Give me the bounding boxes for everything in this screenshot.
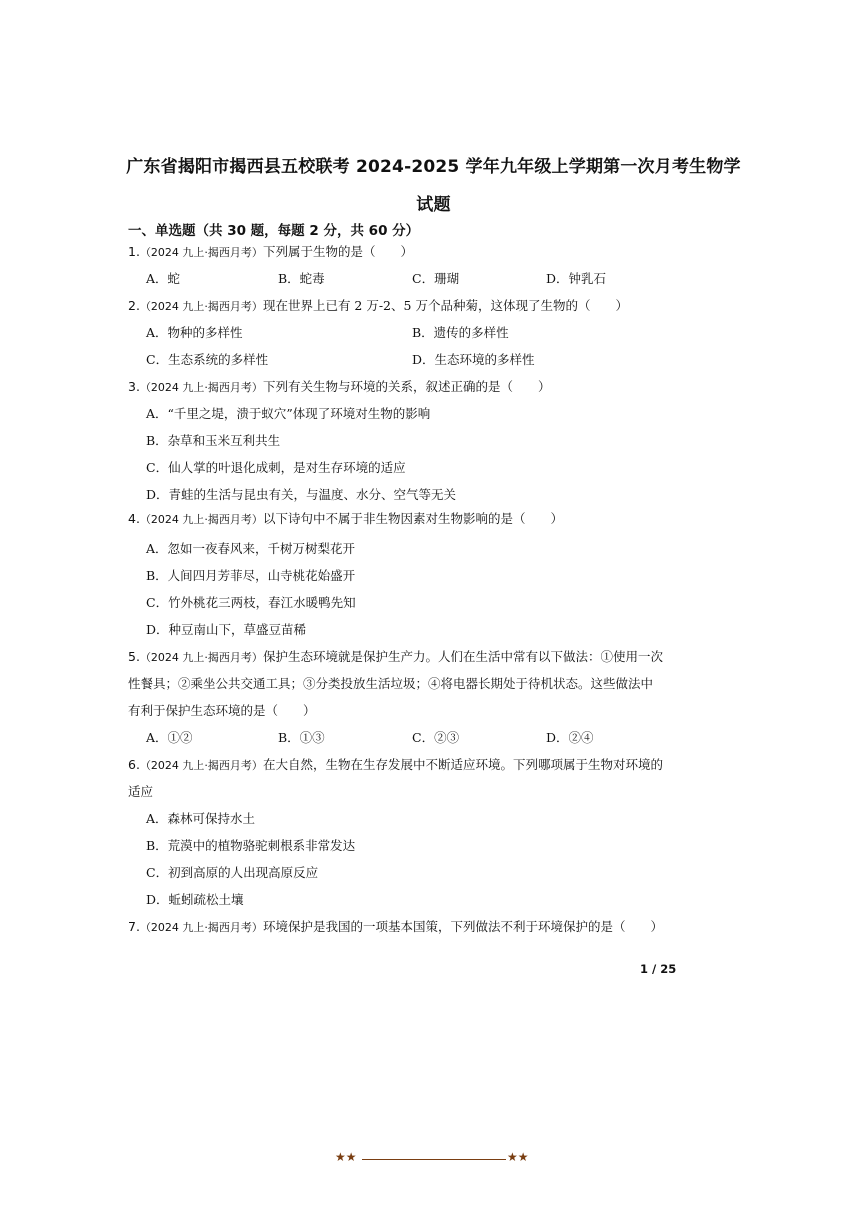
question-source: （2024 九上·揭西月考）	[139, 651, 263, 664]
question-3	[128, 377, 550, 395]
question-text: 环境保护是我国的一项基本国策，下列做法不利于环境保护的是（ ）	[262, 919, 663, 934]
star-icon: ★★	[335, 1150, 357, 1164]
option-c: C．②③	[412, 730, 460, 745]
document-title-line2: 试题	[416, 195, 451, 215]
question-number: 2.	[128, 298, 140, 313]
question-text: 现在世界上已有 2 万-2、5 万个品种菊，这体现了生物的（ ）	[262, 298, 628, 313]
footer-ornament	[335, 1150, 535, 1170]
question-text: 下列属于生物的是（ ）	[262, 244, 413, 259]
option-a: A．森林可保持水土	[146, 811, 256, 826]
option-c: C．仙人掌的叶退化成刺，是对生存环境的适应	[146, 460, 406, 475]
option-b: B．遗传的多样性	[412, 325, 509, 340]
question-source: （2024 九上·揭西月考）	[139, 759, 263, 772]
question-number: 6.	[128, 757, 140, 772]
question-source: （2024 九上·揭西月考）	[139, 300, 263, 313]
option-a: A．①②	[146, 730, 193, 745]
question-6	[128, 755, 663, 773]
question-source: （2024 九上·揭西月考）	[139, 921, 263, 934]
option-d: D．钟乳石	[546, 271, 607, 286]
option-b: B．人间四月芳菲尽，山寺桃花始盛开	[146, 568, 356, 583]
option-a: A．蛇	[146, 271, 181, 286]
star-icon: ★★	[507, 1150, 529, 1164]
option-c: C．生态系统的多样性	[146, 352, 269, 367]
question-text: 下列有关生物与环境的关系，叙述正确的是（ ）	[262, 379, 551, 394]
page-number: 1 / 25	[640, 962, 677, 976]
option-b: B．蛇毒	[278, 271, 325, 286]
question-text: 以下诗句中不属于非生物因素对生物影响的是（ ）	[262, 511, 563, 526]
option-d: D．青蛙的生活与昆虫有关，与温度、水分、空气等无关	[146, 487, 457, 502]
option-d: D．种豆南山下，草盛豆苗稀	[146, 622, 307, 637]
question-text-continued: 适应	[128, 784, 154, 799]
option-d: D．生态环境的多样性	[412, 352, 535, 367]
question-text: 在大自然，生物在生存发展中不断适应环境。下列哪项属于生物对环境的	[262, 757, 663, 772]
option-b: B．荒漠中的植物骆驼刺根系非常发达	[146, 838, 356, 853]
option-a: A．忽如一夜春风来，千树万树梨花开	[146, 541, 356, 556]
question-text-continued: 性餐具；②乘坐公共交通工具；③分类投放生活垃圾；④将电器长期处于待机状态。这些做法中	[128, 676, 654, 691]
option-c: C．竹外桃花三两枝，春江水暖鸭先知	[146, 595, 356, 610]
question-number: 7.	[128, 919, 140, 934]
question-4	[128, 509, 563, 527]
option-a: A．“千里之堤，溃于蚁穴”体现了环境对生物的影响	[146, 406, 431, 421]
question-source: （2024 九上·揭西月考）	[139, 381, 263, 394]
question-number: 4.	[128, 511, 140, 526]
option-c: C．珊瑚	[412, 271, 460, 286]
question-2	[128, 296, 628, 314]
option-c: C．初到高原的人出现高原反应	[146, 865, 319, 880]
question-5	[128, 647, 663, 665]
question-text: 保护生态环境就是保护生产力。人们在生活中常有以下做法：①使用一次	[262, 649, 663, 664]
question-source: （2024 九上·揭西月考）	[139, 246, 263, 259]
option-d: D．②④	[546, 730, 594, 745]
question-7	[128, 917, 663, 935]
question-number: 5.	[128, 649, 140, 664]
question-number: 1.	[128, 244, 140, 259]
document-title-line1: 广东省揭阳市揭西县五校联考 2024-2025 学年九年级上学期第一次月考生物学	[126, 157, 741, 177]
question-source: （2024 九上·揭西月考）	[139, 513, 263, 526]
section-heading: 一、单选题（共 30 题，每题 2 分，共 60 分）	[128, 223, 420, 239]
option-b: B．①③	[278, 730, 325, 745]
option-d: D．蚯蚓疏松土壤	[146, 892, 244, 907]
question-1	[128, 242, 413, 260]
question-number: 3.	[128, 379, 140, 394]
option-b: B．杂草和玉米互利共生	[146, 433, 281, 448]
option-a: A．物种的多样性	[146, 325, 243, 340]
footer-divider	[362, 1159, 506, 1160]
question-text-continued: 有利于保护生态环境的是（ ）	[128, 703, 316, 718]
